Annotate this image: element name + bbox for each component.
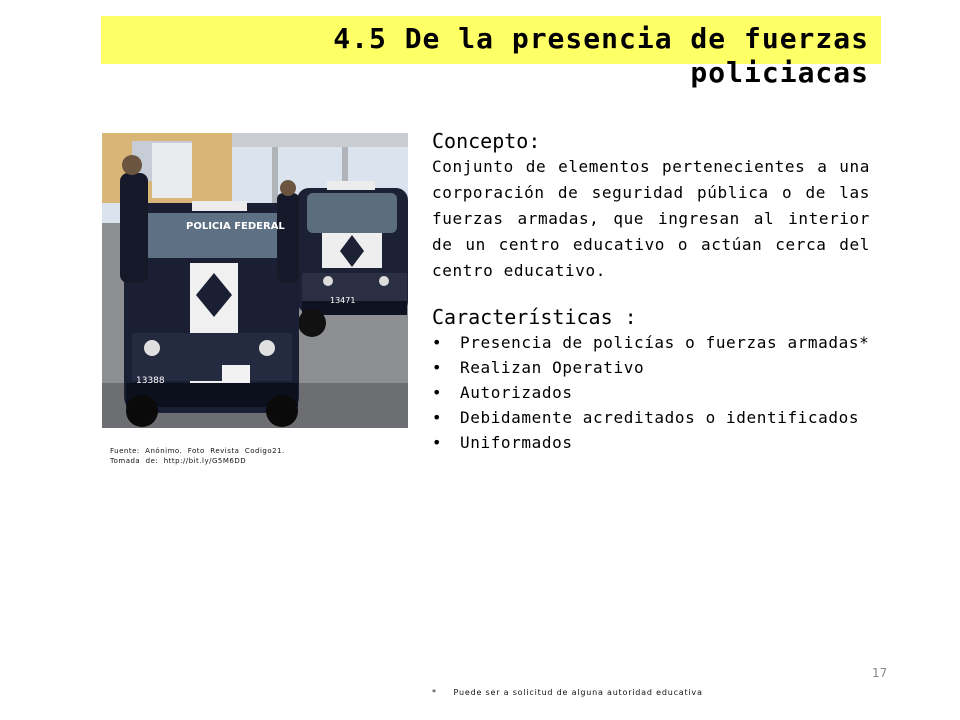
caption-source: Fuente: Anónimo. Foto Revista Codigo21. [110,447,285,455]
list-item: • Presencia de policías o fuerzas armadas* [432,330,870,355]
features-list [432,330,870,455]
list-item: • Uniformados [432,430,870,455]
concept-heading: Concepto: [432,129,541,153]
bullet-icon: • [432,383,443,402]
content-column [432,128,870,455]
page-number: 17 [872,666,888,680]
footnote: * Puede ser a solicitud de alguna autoridad educativa [432,688,703,697]
police-cars-photo [102,133,408,428]
title-line-2: policiacas [690,56,869,89]
car-unit-number-right: 13471 [330,296,356,305]
car-unit-number-left: 13388 [136,376,165,386]
list-item: • Autorizados [432,380,870,405]
list-item: • Realizan Operativo [432,355,870,380]
title-line-1: 4.5 De la presencia de fuerzas [333,22,869,55]
concept-text: Conjunto de elementos pertenecientes a una corporación de seguridad pública o de las fuerzas armadas, que ingresan al interior de un centro educativo o actúan cerca del centro educativo. [432,157,870,280]
caption-url: Tomada de: http://bit.ly/G5M6DD [110,457,247,465]
car-logo-text: POLICIA FEDERAL [186,221,285,232]
list-item: • Debidamente acreditados o identificados [432,405,870,430]
bullet-icon: • [432,333,443,352]
bullet-icon: • [432,433,443,452]
slide-title [101,22,869,90]
bullet-icon: • [432,408,443,427]
photo-caption [110,446,285,466]
features-heading: Características : [432,305,637,329]
bullet-icon: • [432,358,443,377]
